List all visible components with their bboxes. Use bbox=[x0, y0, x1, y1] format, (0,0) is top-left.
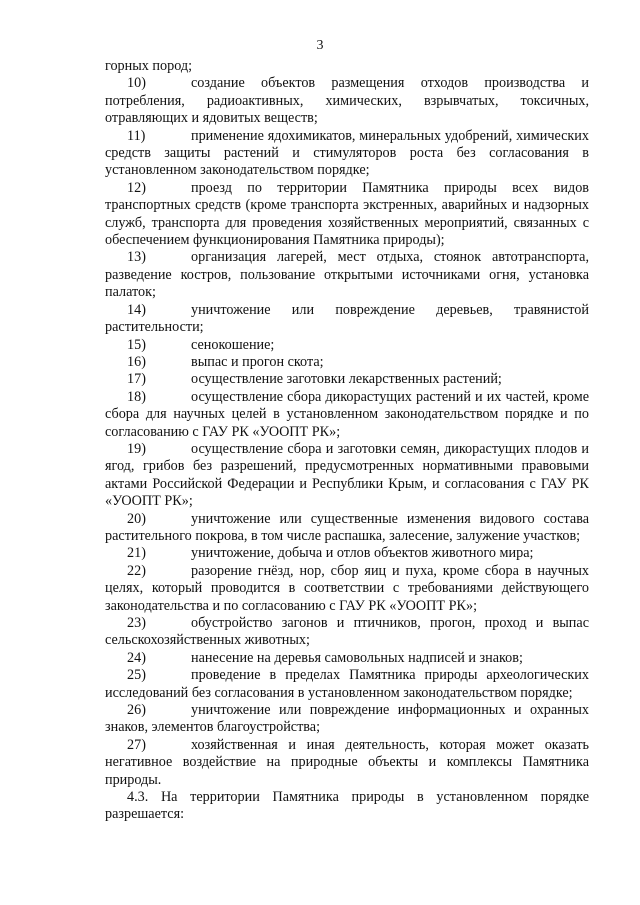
list-item-text: осуществление сбора дикорастущих растений и их частей, кроме сбора для научных целей в установленном законодательством порядке и по согласованию с ГАУ РК «УООПТ РК»; bbox=[105, 388, 589, 440]
list-item-text: уничтожение или повреждение деревьев, травянистой растительности; bbox=[105, 301, 589, 336]
list-item-text: организация лагерей, мест отдыха, стоянок автотранспорта, разведение костров, пользование открытыми источниками огня, установка палаток; bbox=[105, 249, 589, 301]
list-item bbox=[105, 389, 589, 441]
list-item-text: осуществление заготовки лекарственных растений; bbox=[191, 371, 502, 388]
list-item bbox=[105, 615, 589, 650]
list-item-number: 27) bbox=[127, 736, 146, 753]
list-item bbox=[105, 511, 589, 546]
list-item-text: уничтожение, добыча и отлов объектов животного мира; bbox=[191, 545, 534, 562]
list-item bbox=[105, 249, 589, 301]
list-item-number: 24) bbox=[127, 649, 146, 666]
list-item-number: 10) bbox=[127, 75, 146, 92]
list-item-text: проведение в пределах Памятника природы археологических исследований без согласования в установленном законодательством порядке; bbox=[105, 667, 589, 701]
list-item bbox=[105, 545, 589, 562]
list-item bbox=[105, 563, 589, 615]
section-4-3-paragraph: 4.3. На территории Памятника природы в установленном порядке разрешается: bbox=[105, 789, 589, 823]
list-item-text: осуществление сбора и заготовки семян, дикорастущих плодов и ягод, грибов без разрешений, предусмотренных нормативными правовыми актами Российской Федерации и Республики Крым, и согласования с ГАУ РК «УООПТ РК»; bbox=[105, 440, 589, 510]
list-item-text: обустройство загонов и птичников, прогон, проход и выпас сельскохозяйственных животных; bbox=[105, 615, 589, 649]
list-item bbox=[105, 75, 589, 127]
list-item-number: 15) bbox=[127, 336, 146, 353]
list-item-number: 18) bbox=[127, 388, 146, 405]
list-item-text: хозяйственная и иная деятельность, которая может оказать негативное воздействие на природные объекты и комплексы Памятника природы. bbox=[105, 736, 589, 788]
list-item bbox=[105, 128, 589, 180]
list-item bbox=[105, 180, 589, 250]
list-item bbox=[105, 667, 589, 702]
list-item-number: 16) bbox=[127, 353, 146, 370]
list-item-number: 12) bbox=[127, 179, 146, 196]
list-item-number: 14) bbox=[127, 301, 146, 318]
list-item bbox=[105, 737, 589, 789]
list-item-number: 11) bbox=[127, 127, 146, 144]
list-item-text: создание объектов размещения отходов производства и потребления, радиоактивных, химических, взрывчатых, токсичных, отравляющих и ядовитых веществ; bbox=[105, 75, 589, 127]
list-item-number: 13) bbox=[127, 249, 146, 266]
list-item bbox=[105, 371, 589, 388]
prohibition-list bbox=[105, 75, 589, 789]
list-item bbox=[105, 441, 589, 511]
list-item bbox=[105, 702, 589, 737]
list-item bbox=[105, 302, 589, 337]
list-item-text: уничтожение или существенные изменения видового состава растительного покрова, в том числе распашка, залесение, залужение участков; bbox=[105, 510, 589, 544]
page-number: 3 bbox=[316, 38, 324, 53]
list-item-number: 25) bbox=[127, 667, 146, 684]
list-item-text: применение ядохимикатов, минеральных удобрений, химических средств защиты растений и стимуляторов роста без согласования в установленном законодательством порядке; bbox=[105, 127, 589, 179]
list-item-text: выпас и прогон скота; bbox=[191, 353, 324, 370]
list-item bbox=[105, 354, 589, 371]
list-item-text: сенокошение; bbox=[191, 336, 275, 353]
list-item-number: 20) bbox=[127, 510, 146, 527]
list-item-text: нанесение на деревья самовольных надписей и знаков; bbox=[191, 649, 523, 666]
list-item-number: 22) bbox=[127, 562, 146, 579]
list-item-text: уничтожение или повреждение информационных и охранных знаков, элементов благоустройства; bbox=[105, 702, 589, 736]
list-item-text: разорение гнёзд, нор, сбор яиц и пуха, кроме сбора в научных целях, который проводится в соответствии с требованиями действующего законодательства и по согласованию с ГАУ РК «УООПТ РК»; bbox=[105, 562, 589, 614]
list-item bbox=[105, 650, 589, 667]
list-item-number: 17) bbox=[127, 371, 146, 388]
continued-line: горных пород; bbox=[105, 58, 193, 74]
list-item-number: 19) bbox=[127, 440, 146, 457]
list-item-number: 21) bbox=[127, 545, 146, 562]
list-item-number: 23) bbox=[127, 615, 146, 631]
document-body bbox=[105, 58, 589, 824]
list-item-number: 26) bbox=[127, 702, 146, 719]
list-item-text: проезд по территории Памятника природы всех видов транспортных средств (кроме транспорта экстренных, аварийных и надзорных служб, транспорта для проведения хозяйственных мероприятий, связанных с обеспечением функционирования Памятника природы); bbox=[105, 179, 589, 249]
list-item bbox=[105, 337, 589, 354]
